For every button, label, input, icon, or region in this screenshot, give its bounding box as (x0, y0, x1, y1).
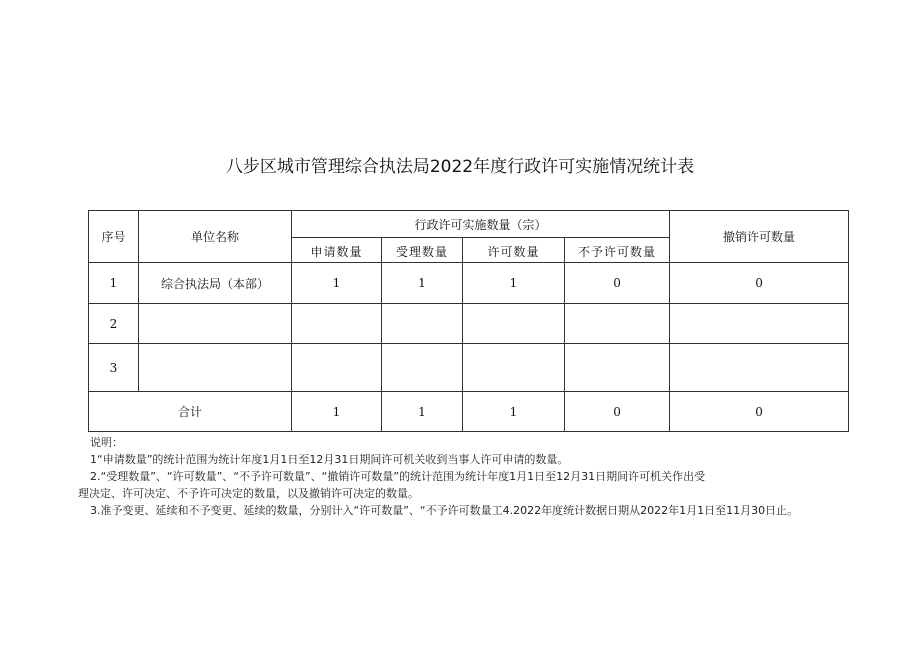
statistics-table (88, 210, 849, 432)
note-3: 3.准予变更、延续和不予变更、延续的数量，分别计入“许可数量”、“不予许可数量工4.2022年度统计数据日期从2022年1月1日至11月30日止。 (90, 504, 799, 517)
cell-deny: 0 (565, 263, 670, 304)
header-apply-count: 申请数量 (292, 238, 382, 263)
header-deny-count: 不予许可数量 (565, 238, 670, 263)
page-title: 八步区城市管理综合执法局2022年度行政许可实施情况统计表 (225, 157, 695, 177)
header-permit-count: 许可数量 (463, 238, 565, 263)
header-accept-count: 受理数量 (382, 238, 463, 263)
cell-revoke (670, 304, 849, 344)
table-row (89, 304, 849, 344)
cell-deny (565, 344, 670, 392)
total-apply: 1 (292, 392, 382, 432)
header-unit-name: 单位名称 (139, 211, 292, 263)
cell-unit (139, 304, 292, 344)
table-row (89, 263, 849, 304)
cell-seq: 2 (89, 304, 139, 344)
cell-apply (292, 344, 382, 392)
cell-apply (292, 304, 382, 344)
cell-revoke: 0 (670, 263, 849, 304)
note-1: 1“申请数量”的统计范围为统计年度1月1日至12月31日期间许可机关收到当事人许可申请的数量。 (90, 453, 569, 466)
total-permit: 1 (463, 392, 565, 432)
notes-section (78, 434, 868, 519)
cell-seq: 1 (89, 263, 139, 304)
cell-seq: 3 (89, 344, 139, 392)
header-revoke-count: 撤销许可数量 (670, 211, 849, 263)
cell-permit (463, 304, 565, 344)
cell-permit (463, 344, 565, 392)
header-row-1 (89, 211, 849, 238)
cell-accept: 1 (382, 263, 463, 304)
total-row (89, 392, 849, 432)
table-row (89, 344, 849, 392)
cell-unit: 综合执法局（本部） (139, 263, 292, 304)
header-permit-group: 行政许可实施数量（宗） (292, 211, 670, 238)
cell-accept (382, 344, 463, 392)
cell-unit (139, 344, 292, 392)
total-revoke: 0 (670, 392, 849, 432)
total-accept: 1 (382, 392, 463, 432)
note-2-part-1: 2.“受理数量”、“许可数量”、“不予许可数量”、“撤销许可数量”的统计范围为统计年度1月1日至12月31日期间许可机关作出受 (90, 470, 706, 483)
cell-apply: 1 (292, 263, 382, 304)
note-2-part-2: 理决定、许可决定、不予许可决定的数量，以及撤销许可决定的数量。 (78, 487, 419, 500)
cell-deny (565, 304, 670, 344)
cell-accept (382, 304, 463, 344)
total-deny: 0 (565, 392, 670, 432)
total-label: 合计 (89, 392, 292, 432)
cell-revoke (670, 344, 849, 392)
cell-permit: 1 (463, 263, 565, 304)
notes-heading: 说明： (90, 436, 123, 449)
header-seq: 序号 (89, 211, 139, 263)
